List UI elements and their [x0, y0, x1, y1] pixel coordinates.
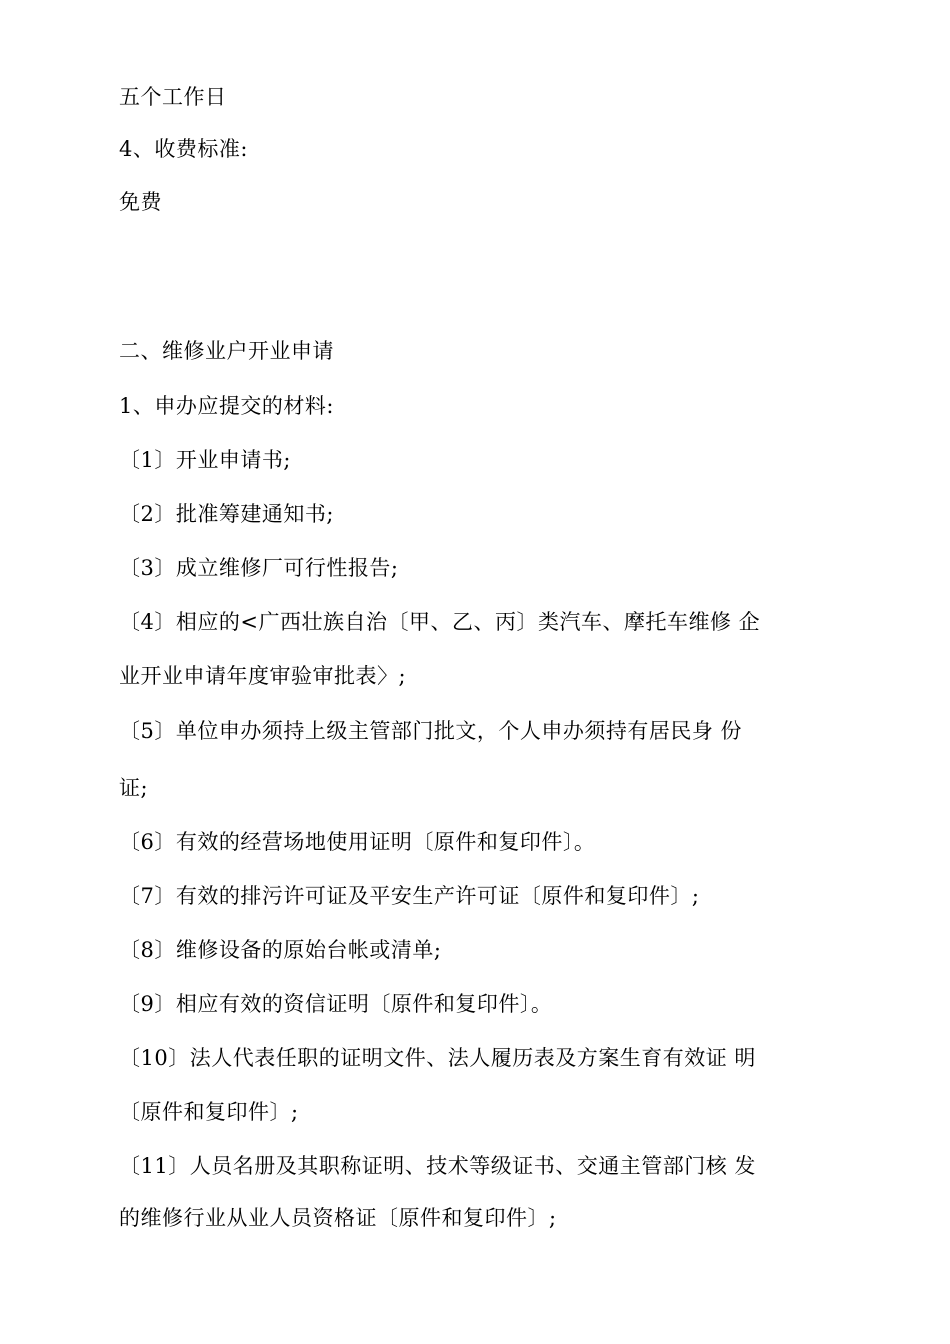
list-item: 〔9〕相应有效的资信证明〔原件和复印件〕。 [119, 992, 553, 1016]
list-item: 〔7〕有效的排污许可证及平安生产许可证〔原件和复印件〕; [119, 884, 700, 908]
list-item: 〔11〕人员名册及其职称证明、技术等级证书、交通主管部门核 发 [119, 1154, 756, 1178]
list-item-continuation: 证; [119, 776, 149, 800]
list-item-continuation: 的维修行业从业人员资格证〔原件和复印件〕; [119, 1206, 557, 1230]
text-line-free: 免费 [119, 190, 162, 214]
list-item: 〔5〕单位申办须持上级主管部门批文，个人申办须持有居民身 份 [119, 719, 743, 743]
section-heading: 二、维修业户开业申请 [119, 339, 334, 363]
list-item: 〔10〕法人代表任职的证明文件、法人履历表及方案生育有效证 明 [119, 1046, 756, 1070]
text-line-working-days: 五个工作日 [119, 85, 227, 109]
list-item: 〔2〕批准筹建通知书; [119, 502, 334, 526]
list-item: 〔4〕相应的<广西壮族自治〔甲、乙、丙〕类汽车、摩托车维修 企 [119, 610, 761, 634]
list-item-continuation: 〔原件和复印件〕; [119, 1100, 299, 1124]
list-item: 〔1〕开业申请书; [119, 448, 291, 472]
text-line-fee-standard: 4、收费标准: [119, 137, 248, 161]
list-item: 〔8〕维修设备的原始台帐或清单; [119, 938, 442, 962]
list-item: 〔6〕有效的经营场地使用证明〔原件和复印件〕。 [119, 830, 596, 854]
list-item-continuation: 业开业申请年度审验审批表〉; [119, 664, 407, 688]
list-item: 〔3〕成立维修厂可行性报告; [119, 556, 399, 580]
materials-title: 1、申办应提交的材料: [119, 394, 334, 418]
